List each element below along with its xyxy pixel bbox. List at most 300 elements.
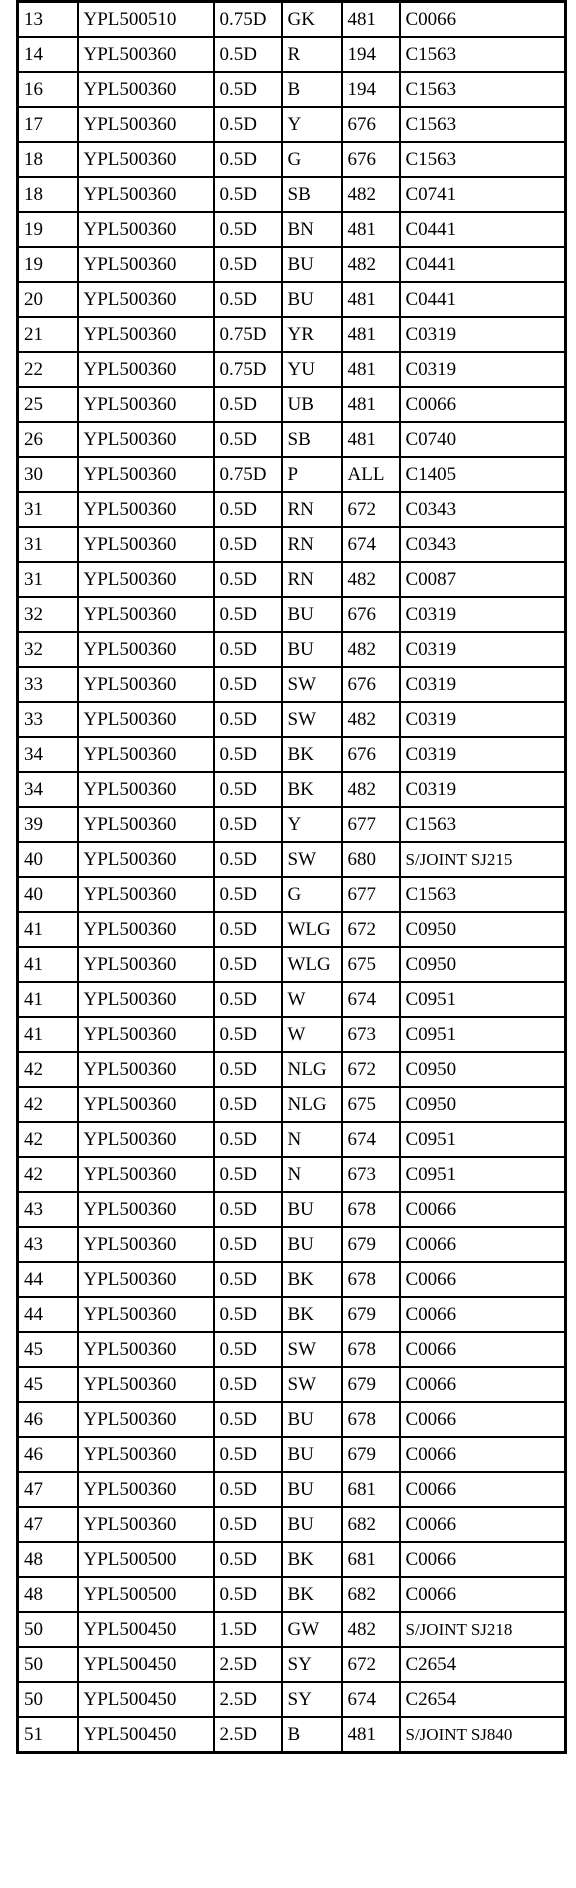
wire-number-cell: 51 — [18, 1717, 78, 1753]
wire-number-cell: 20 — [18, 282, 78, 317]
wire-color-cell: BK — [282, 1262, 342, 1297]
connector-ref-cell: C0066 — [400, 1367, 566, 1402]
wire-size-cell: 0.5D — [214, 107, 282, 142]
connector-ref-cell: C0319 — [400, 667, 566, 702]
wire-color-cell: BN — [282, 212, 342, 247]
wire-number-cell: 19 — [18, 212, 78, 247]
wire-color-cell: W — [282, 982, 342, 1017]
wire-color-cell: G — [282, 142, 342, 177]
circuit-code-cell: 481 — [342, 282, 400, 317]
connector-ref-cell: C1563 — [400, 877, 566, 912]
wire-size-cell: 0.5D — [214, 72, 282, 107]
wire-color-cell: P — [282, 457, 342, 492]
part-number-cell: YPL500360 — [78, 107, 214, 142]
circuit-code-cell: 674 — [342, 1122, 400, 1157]
part-number-cell: YPL500360 — [78, 597, 214, 632]
connector-ref-cell: C0066 — [400, 387, 566, 422]
circuit-code-cell: 677 — [342, 807, 400, 842]
table-row — [18, 1542, 566, 1577]
part-number-cell: YPL500360 — [78, 877, 214, 912]
wire-number-cell: 41 — [18, 1017, 78, 1052]
wire-number-cell: 19 — [18, 247, 78, 282]
part-number-cell: YPL500360 — [78, 947, 214, 982]
table-row — [18, 912, 566, 947]
wire-color-cell: BU — [282, 597, 342, 632]
wire-size-cell: 0.5D — [214, 737, 282, 772]
connector-ref-cell: S/JOINT SJ840 — [400, 1717, 566, 1753]
connector-ref-cell: C0951 — [400, 982, 566, 1017]
part-number-cell: YPL500360 — [78, 1192, 214, 1227]
wiring-table-page — [16, 0, 564, 1754]
wire-size-cell: 0.5D — [214, 807, 282, 842]
wire-size-cell: 0.5D — [214, 947, 282, 982]
wire-size-cell: 0.5D — [214, 1297, 282, 1332]
table-row — [18, 457, 566, 492]
wire-number-cell: 16 — [18, 72, 78, 107]
wire-size-cell: 0.75D — [214, 352, 282, 387]
table-row — [18, 37, 566, 72]
wire-size-cell: 0.5D — [214, 1087, 282, 1122]
wire-number-cell: 41 — [18, 912, 78, 947]
wire-color-cell: B — [282, 1717, 342, 1753]
circuit-code-cell: 482 — [342, 772, 400, 807]
wire-color-cell: Y — [282, 807, 342, 842]
table-row — [18, 1157, 566, 1192]
wire-number-cell: 47 — [18, 1472, 78, 1507]
part-number-cell: YPL500500 — [78, 1542, 214, 1577]
part-number-cell: YPL500360 — [78, 247, 214, 282]
wire-color-cell: YU — [282, 352, 342, 387]
circuit-code-cell: 481 — [342, 212, 400, 247]
wire-size-cell: 0.5D — [214, 1052, 282, 1087]
wire-size-cell: 0.5D — [214, 1472, 282, 1507]
connector-ref-cell: C0951 — [400, 1122, 566, 1157]
circuit-code-cell: 674 — [342, 982, 400, 1017]
part-number-cell: YPL500360 — [78, 1017, 214, 1052]
connector-ref-cell: C0951 — [400, 1017, 566, 1052]
circuit-code-cell: 680 — [342, 842, 400, 877]
wire-size-cell: 0.5D — [214, 1017, 282, 1052]
part-number-cell: YPL500450 — [78, 1612, 214, 1647]
connector-ref-cell: C0441 — [400, 212, 566, 247]
table-row — [18, 1507, 566, 1542]
wire-size-cell: 0.5D — [214, 212, 282, 247]
table-row — [18, 1402, 566, 1437]
table-row — [18, 1122, 566, 1157]
wire-number-cell: 46 — [18, 1437, 78, 1472]
part-number-cell: YPL500360 — [78, 702, 214, 737]
wire-size-cell: 0.5D — [214, 772, 282, 807]
circuit-code-cell: 676 — [342, 107, 400, 142]
connector-ref-cell: C0319 — [400, 597, 566, 632]
connector-ref-cell: C1563 — [400, 107, 566, 142]
circuit-code-cell: 674 — [342, 527, 400, 562]
wiring-table — [16, 0, 567, 1754]
wire-number-cell: 26 — [18, 422, 78, 457]
connector-ref-cell: C0066 — [400, 1507, 566, 1542]
wire-color-cell: G — [282, 877, 342, 912]
wire-number-cell: 46 — [18, 1402, 78, 1437]
part-number-cell: YPL500360 — [78, 1437, 214, 1472]
table-row — [18, 1262, 566, 1297]
part-number-cell: YPL500360 — [78, 772, 214, 807]
part-number-cell: YPL500360 — [78, 212, 214, 247]
table-row — [18, 492, 566, 527]
wire-color-cell: BU — [282, 1402, 342, 1437]
wire-size-cell: 0.5D — [214, 1507, 282, 1542]
table-row — [18, 1227, 566, 1262]
wire-number-cell: 47 — [18, 1507, 78, 1542]
connector-ref-cell: C0087 — [400, 562, 566, 597]
table-row — [18, 632, 566, 667]
connector-ref-cell: C0319 — [400, 737, 566, 772]
circuit-code-cell: 194 — [342, 72, 400, 107]
circuit-code-cell: 481 — [342, 387, 400, 422]
wire-color-cell: BK — [282, 737, 342, 772]
wire-color-cell: Y — [282, 107, 342, 142]
wire-color-cell: RN — [282, 492, 342, 527]
circuit-code-cell: 482 — [342, 632, 400, 667]
circuit-code-cell: 672 — [342, 912, 400, 947]
wire-size-cell: 0.5D — [214, 247, 282, 282]
wire-color-cell: BU — [282, 1437, 342, 1472]
part-number-cell: YPL500360 — [78, 37, 214, 72]
wire-color-cell: YR — [282, 317, 342, 352]
connector-ref-cell: C1405 — [400, 457, 566, 492]
part-number-cell: YPL500360 — [78, 282, 214, 317]
connector-ref-cell: C0740 — [400, 422, 566, 457]
table-row — [18, 842, 566, 877]
wire-number-cell: 42 — [18, 1122, 78, 1157]
wire-color-cell: BU — [282, 1507, 342, 1542]
circuit-code-cell: 679 — [342, 1297, 400, 1332]
circuit-code-cell: 676 — [342, 142, 400, 177]
wire-size-cell: 0.75D — [214, 317, 282, 352]
wire-number-cell: 50 — [18, 1612, 78, 1647]
connector-ref-cell: S/JOINT SJ215 — [400, 842, 566, 877]
wire-color-cell: BU — [282, 247, 342, 282]
wire-size-cell: 0.5D — [214, 1262, 282, 1297]
connector-ref-cell: C0066 — [400, 1542, 566, 1577]
circuit-code-cell: 676 — [342, 737, 400, 772]
wire-color-cell: BU — [282, 1192, 342, 1227]
circuit-code-cell: 677 — [342, 877, 400, 912]
wire-color-cell: SB — [282, 422, 342, 457]
circuit-code-cell: 481 — [342, 2, 400, 38]
wire-size-cell: 0.5D — [214, 1227, 282, 1262]
circuit-code-cell: 481 — [342, 422, 400, 457]
part-number-cell: YPL500360 — [78, 737, 214, 772]
wire-number-cell: 18 — [18, 177, 78, 212]
connector-ref-cell: C2654 — [400, 1682, 566, 1717]
wire-color-cell: N — [282, 1122, 342, 1157]
part-number-cell: YPL500360 — [78, 142, 214, 177]
connector-ref-cell: C0319 — [400, 632, 566, 667]
table-row — [18, 1577, 566, 1612]
wire-size-cell: 0.5D — [214, 282, 282, 317]
wire-number-cell: 22 — [18, 352, 78, 387]
wire-color-cell: BU — [282, 282, 342, 317]
wire-color-cell: NLG — [282, 1087, 342, 1122]
wire-size-cell: 2.5D — [214, 1717, 282, 1753]
connector-ref-cell: C0066 — [400, 1472, 566, 1507]
connector-ref-cell: C0950 — [400, 912, 566, 947]
wire-size-cell: 0.5D — [214, 1577, 282, 1612]
circuit-code-cell: 682 — [342, 1507, 400, 1542]
connector-ref-cell: C2654 — [400, 1647, 566, 1682]
wire-number-cell: 45 — [18, 1332, 78, 1367]
wire-number-cell: 42 — [18, 1087, 78, 1122]
part-number-cell: YPL500500 — [78, 1577, 214, 1612]
part-number-cell: YPL500360 — [78, 1507, 214, 1542]
circuit-code-cell: 678 — [342, 1332, 400, 1367]
connector-ref-cell: C0441 — [400, 282, 566, 317]
wire-number-cell: 41 — [18, 982, 78, 1017]
wire-color-cell: BU — [282, 1227, 342, 1262]
wire-number-cell: 45 — [18, 1367, 78, 1402]
connector-ref-cell: C0951 — [400, 1157, 566, 1192]
circuit-code-cell: 481 — [342, 352, 400, 387]
part-number-cell: YPL500360 — [78, 1402, 214, 1437]
circuit-code-cell: 482 — [342, 562, 400, 597]
wire-size-cell: 0.75D — [214, 2, 282, 38]
wire-size-cell: 0.5D — [214, 1437, 282, 1472]
table-row — [18, 1297, 566, 1332]
connector-ref-cell: C0066 — [400, 1262, 566, 1297]
wire-color-cell: RN — [282, 562, 342, 597]
wiring-table-body — [18, 2, 566, 1753]
table-row — [18, 1367, 566, 1402]
table-row — [18, 352, 566, 387]
part-number-cell: YPL500360 — [78, 1052, 214, 1087]
wire-color-cell: GW — [282, 1612, 342, 1647]
wire-number-cell: 34 — [18, 737, 78, 772]
part-number-cell: YPL500360 — [78, 1472, 214, 1507]
wire-number-cell: 21 — [18, 317, 78, 352]
connector-ref-cell: C0066 — [400, 1437, 566, 1472]
part-number-cell: YPL500360 — [78, 807, 214, 842]
part-number-cell: YPL500360 — [78, 352, 214, 387]
table-row — [18, 947, 566, 982]
wire-size-cell: 0.5D — [214, 37, 282, 72]
wire-color-cell: SW — [282, 1332, 342, 1367]
connector-ref-cell: C0343 — [400, 492, 566, 527]
circuit-code-cell: 482 — [342, 247, 400, 282]
wire-number-cell: 42 — [18, 1157, 78, 1192]
table-row — [18, 1612, 566, 1647]
connector-ref-cell: C1563 — [400, 142, 566, 177]
wire-size-cell: 0.5D — [214, 422, 282, 457]
circuit-code-cell: 481 — [342, 317, 400, 352]
connector-ref-cell: C0319 — [400, 772, 566, 807]
table-row — [18, 1192, 566, 1227]
part-number-cell: YPL500360 — [78, 527, 214, 562]
wire-number-cell: 48 — [18, 1577, 78, 1612]
wire-number-cell: 33 — [18, 667, 78, 702]
table-row — [18, 527, 566, 562]
connector-ref-cell: C0343 — [400, 527, 566, 562]
part-number-cell: YPL500360 — [78, 1262, 214, 1297]
table-row — [18, 877, 566, 912]
circuit-code-cell: 673 — [342, 1017, 400, 1052]
circuit-code-cell: 678 — [342, 1192, 400, 1227]
part-number-cell: YPL500360 — [78, 492, 214, 527]
wire-number-cell: 31 — [18, 562, 78, 597]
wire-color-cell: BU — [282, 1472, 342, 1507]
table-row — [18, 597, 566, 632]
table-row — [18, 1437, 566, 1472]
table-row — [18, 1087, 566, 1122]
wire-number-cell: 50 — [18, 1682, 78, 1717]
circuit-code-cell: 481 — [342, 1717, 400, 1753]
wire-size-cell: 2.5D — [214, 1647, 282, 1682]
wire-size-cell: 0.5D — [214, 177, 282, 212]
table-row — [18, 142, 566, 177]
connector-ref-cell: C0319 — [400, 352, 566, 387]
part-number-cell: YPL500360 — [78, 1087, 214, 1122]
wire-color-cell: BK — [282, 772, 342, 807]
wire-size-cell: 1.5D — [214, 1612, 282, 1647]
connector-ref-cell: C1563 — [400, 72, 566, 107]
wire-number-cell: 30 — [18, 457, 78, 492]
circuit-code-cell: 678 — [342, 1402, 400, 1437]
wire-number-cell: 31 — [18, 527, 78, 562]
part-number-cell: YPL500360 — [78, 422, 214, 457]
table-row — [18, 1682, 566, 1717]
wire-color-cell: N — [282, 1157, 342, 1192]
connector-ref-cell: C0066 — [400, 1227, 566, 1262]
part-number-cell: YPL500450 — [78, 1682, 214, 1717]
table-row — [18, 1052, 566, 1087]
table-row — [18, 667, 566, 702]
table-row — [18, 107, 566, 142]
circuit-code-cell: 675 — [342, 1087, 400, 1122]
part-number-cell: YPL500360 — [78, 387, 214, 422]
connector-ref-cell: C0319 — [400, 702, 566, 737]
connector-ref-cell: C0066 — [400, 1297, 566, 1332]
wire-number-cell: 14 — [18, 37, 78, 72]
wire-color-cell: SW — [282, 842, 342, 877]
circuit-code-cell: 482 — [342, 1612, 400, 1647]
wire-color-cell: SY — [282, 1647, 342, 1682]
table-row — [18, 422, 566, 457]
wire-number-cell: 44 — [18, 1262, 78, 1297]
connector-ref-cell: S/JOINT SJ218 — [400, 1612, 566, 1647]
wire-color-cell: SY — [282, 1682, 342, 1717]
wire-size-cell: 0.5D — [214, 387, 282, 422]
wire-number-cell: 43 — [18, 1192, 78, 1227]
table-row — [18, 317, 566, 352]
circuit-code-cell: 681 — [342, 1542, 400, 1577]
circuit-code-cell: 482 — [342, 702, 400, 737]
wire-size-cell: 0.5D — [214, 1332, 282, 1367]
table-row — [18, 807, 566, 842]
wire-number-cell: 44 — [18, 1297, 78, 1332]
circuit-code-cell: 673 — [342, 1157, 400, 1192]
table-row — [18, 702, 566, 737]
part-number-cell: YPL500360 — [78, 1157, 214, 1192]
part-number-cell: YPL500450 — [78, 1717, 214, 1753]
part-number-cell: YPL500360 — [78, 982, 214, 1017]
wire-number-cell: 13 — [18, 2, 78, 38]
table-row — [18, 387, 566, 422]
connector-ref-cell: C0066 — [400, 1402, 566, 1437]
circuit-code-cell: 672 — [342, 1647, 400, 1682]
wire-color-cell: BK — [282, 1542, 342, 1577]
table-row — [18, 282, 566, 317]
circuit-code-cell: 678 — [342, 1262, 400, 1297]
wire-number-cell: 25 — [18, 387, 78, 422]
wire-size-cell: 2.5D — [214, 1682, 282, 1717]
wire-size-cell: 0.5D — [214, 1542, 282, 1577]
part-number-cell: YPL500360 — [78, 912, 214, 947]
wire-size-cell: 0.5D — [214, 632, 282, 667]
wire-color-cell: BK — [282, 1297, 342, 1332]
wire-size-cell: 0.5D — [214, 492, 282, 527]
wire-color-cell: W — [282, 1017, 342, 1052]
part-number-cell: YPL500360 — [78, 317, 214, 352]
connector-ref-cell: C0441 — [400, 247, 566, 282]
wire-size-cell: 0.5D — [214, 912, 282, 947]
connector-ref-cell: C1563 — [400, 37, 566, 72]
circuit-code-cell: 681 — [342, 1472, 400, 1507]
table-row — [18, 737, 566, 772]
connector-ref-cell: C0950 — [400, 1052, 566, 1087]
circuit-code-cell: 676 — [342, 667, 400, 702]
wire-number-cell: 41 — [18, 947, 78, 982]
wire-size-cell: 0.5D — [214, 667, 282, 702]
table-row — [18, 1332, 566, 1367]
circuit-code-cell: 679 — [342, 1367, 400, 1402]
connector-ref-cell: C0066 — [400, 2, 566, 38]
wire-number-cell: 32 — [18, 597, 78, 632]
part-number-cell: YPL500360 — [78, 632, 214, 667]
connector-ref-cell: C1563 — [400, 807, 566, 842]
wire-color-cell: SB — [282, 177, 342, 212]
wire-size-cell: 0.5D — [214, 1192, 282, 1227]
circuit-code-cell: 679 — [342, 1227, 400, 1262]
circuit-code-cell: 679 — [342, 1437, 400, 1472]
table-row — [18, 247, 566, 282]
circuit-code-cell: 672 — [342, 1052, 400, 1087]
wire-size-cell: 0.5D — [214, 142, 282, 177]
wire-number-cell: 43 — [18, 1227, 78, 1262]
part-number-cell: YPL500450 — [78, 1647, 214, 1682]
wire-color-cell: NLG — [282, 1052, 342, 1087]
wire-color-cell: GK — [282, 2, 342, 38]
wire-size-cell: 0.5D — [214, 527, 282, 562]
circuit-code-cell: 482 — [342, 177, 400, 212]
table-row — [18, 1017, 566, 1052]
wire-size-cell: 0.5D — [214, 702, 282, 737]
wire-size-cell: 0.5D — [214, 1402, 282, 1437]
circuit-code-cell: 682 — [342, 1577, 400, 1612]
connector-ref-cell: C0066 — [400, 1192, 566, 1227]
table-row — [18, 212, 566, 247]
wire-color-cell: B — [282, 72, 342, 107]
connector-ref-cell: C0066 — [400, 1332, 566, 1367]
connector-ref-cell: C0950 — [400, 947, 566, 982]
table-row — [18, 562, 566, 597]
part-number-cell: YPL500360 — [78, 1297, 214, 1332]
part-number-cell: YPL500510 — [78, 2, 214, 38]
table-row — [18, 2, 566, 38]
circuit-code-cell: 676 — [342, 597, 400, 632]
wire-color-cell: WLG — [282, 947, 342, 982]
wire-number-cell: 33 — [18, 702, 78, 737]
wire-size-cell: 0.5D — [214, 1157, 282, 1192]
wire-size-cell: 0.5D — [214, 562, 282, 597]
